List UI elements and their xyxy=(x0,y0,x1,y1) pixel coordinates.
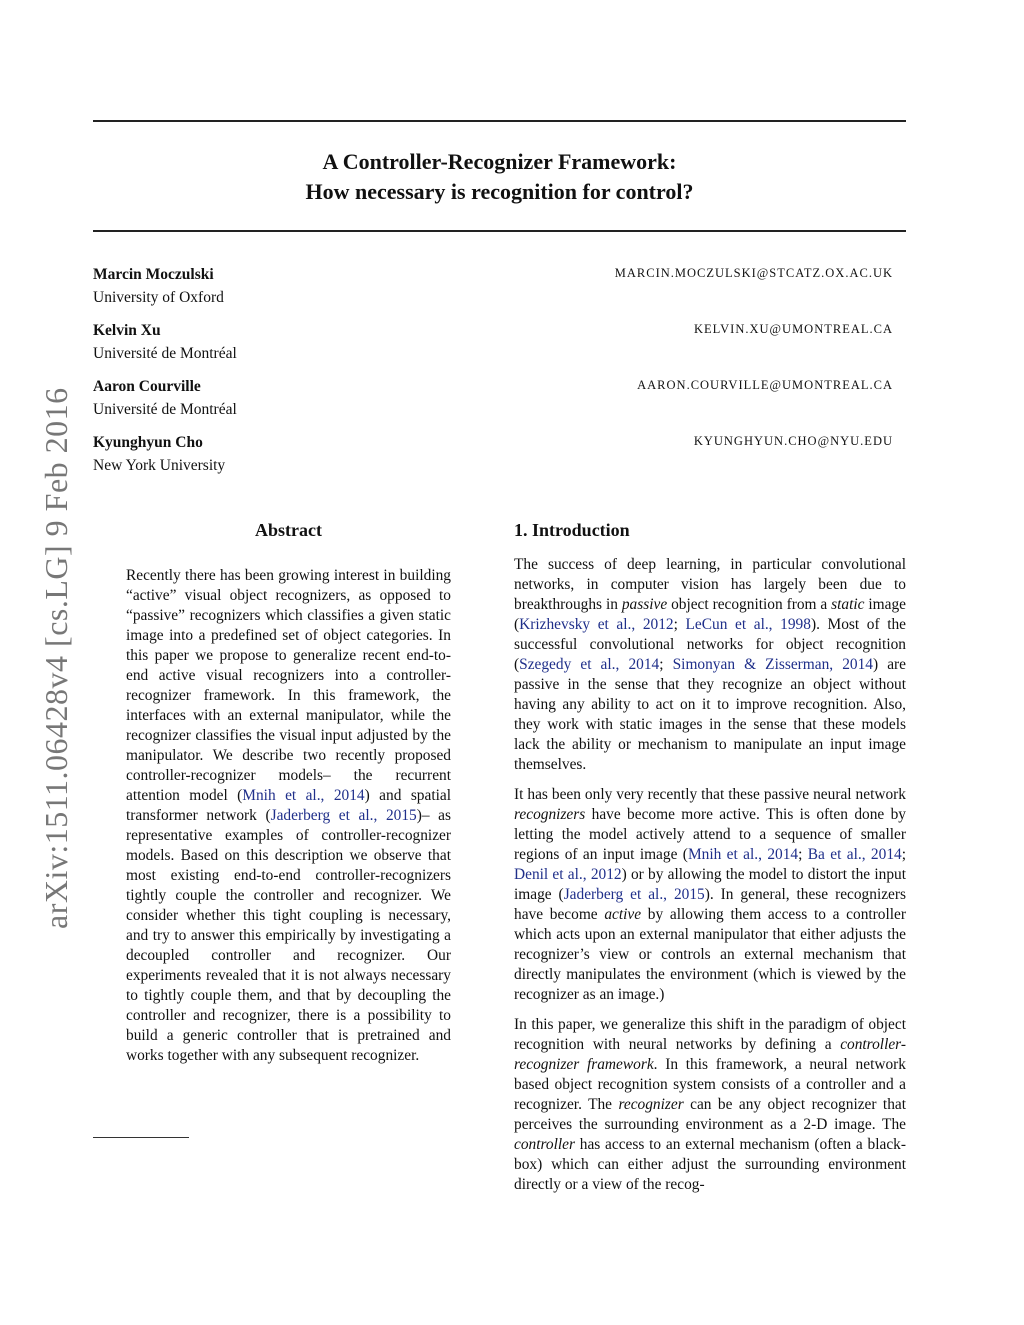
citation-link[interactable]: Ba et al., 2014 xyxy=(807,846,902,863)
title-rule-top xyxy=(93,120,906,122)
author-name: Marcin Moczulski xyxy=(93,266,214,283)
intro-paragraph-1 xyxy=(514,555,906,775)
intro-text: image ( xyxy=(514,596,907,633)
intro-text: have become more active. This is often done by letting the model actively attend to a sequence of smaller regions of an input image ( xyxy=(514,806,906,863)
author-email: KELVIN.XU@UMONTREAL.CA xyxy=(693,322,893,336)
author-affiliation: Université de Montréal xyxy=(93,345,237,362)
author-block xyxy=(93,432,893,478)
paper-title xyxy=(93,147,906,207)
intro-text: It has been only very recently that these passive neural network xyxy=(514,786,906,803)
intro-text: by allowing them access to a controller which acts upon an external manipulator that either adjusts the recognizer’s view or controls an external mechanism that directly manipulates the environment (which is viewed by the recognizer as an image.) xyxy=(514,906,906,1003)
title-rule-bottom xyxy=(93,230,906,232)
abstract-text: )– as representative examples of controller-recognizer models. Based on this description we observe that most existing end-to-end controller-recognizers tightly couple the controller and recognizer. We consider whether this tight coupling is necessary, and try to answer this empirically by investigating a decoupled controller and recognizer. Our experiments revealed that it is not always necessary to tightly couple them, and that by decoupling the controller and recognizer, there is a possibility to build a generic controller that is pretrained and works together with any subsequent recognizer. xyxy=(126,807,452,1064)
intro-text: ) or by allowing the model to distort the input image ( xyxy=(514,866,906,903)
abstract-text: Recently there has been growing interest in building “active” visual object recognizers, as opposed to “passive” recognizers which classifies a given static image into a predefined set of object categories. In this paper we propose to generalize recent end-to-end active visual recognizers into a controller-recognizer framework. In this framework, the interfaces with an external manipulator, while the recognizer classifies the visual input adjusted by the manipulator. We describe two recently proposed controller-recognizer models– the recurrent attention model ( xyxy=(126,567,451,804)
intro-text: ; xyxy=(798,846,808,863)
introduction-body xyxy=(514,555,906,1205)
footnote-rule xyxy=(93,1137,189,1138)
intro-text: ). Most of the successful convolutional networks for object recognition ( xyxy=(514,616,907,673)
citation-link[interactable]: LeCun et al., 1998 xyxy=(685,616,811,633)
intro-text: ) are passive in the sense that they recognize an object without having any ability to act on it to improve recognition. Also, they work with static images in the sense that these models lack the ability or mechanism to manipulate an input image themselves. xyxy=(514,656,906,773)
author-email: MARCIN.MOCZULSKI@STCATZ.OX.AC.UK xyxy=(614,266,893,280)
intro-text: can be any object recognizer that perceives the surrounding environment as a 2-D image. The xyxy=(514,1096,907,1133)
title-line-1: A Controller-Recognizer Framework: xyxy=(322,149,677,174)
citation-link[interactable]: Simonyan & Zisserman, 2014 xyxy=(672,656,873,673)
abstract-heading: Abstract xyxy=(255,520,322,540)
author-affiliation: University of Oxford xyxy=(93,289,224,306)
abstract-body xyxy=(126,566,451,1076)
intro-text: In this paper, we generalize this shift in the paradigm of object recognition with neural networks by defining a xyxy=(514,1016,906,1053)
author-name: Kelvin Xu xyxy=(93,322,161,339)
intro-emphasis: passive xyxy=(621,596,668,613)
author-affiliation: Université de Montréal xyxy=(93,401,237,418)
intro-text: ; xyxy=(659,656,673,673)
author-email: KYUNGHYUN.CHO@NYU.EDU xyxy=(693,434,893,448)
intro-text: ). In general, these recognizers have become xyxy=(514,886,906,923)
author-block xyxy=(93,376,893,422)
intro-text: ; xyxy=(673,616,686,633)
intro-emphasis: static xyxy=(831,596,865,613)
author-name: Kyunghyun Cho xyxy=(93,434,203,451)
citation-link[interactable]: Denil et al., 2012 xyxy=(514,866,622,883)
intro-text: ; xyxy=(901,846,906,863)
author-affiliation: New York University xyxy=(93,457,226,474)
intro-emphasis: active xyxy=(604,906,642,923)
intro-paragraph-2 xyxy=(514,785,906,1005)
intro-text: . In this framework, a neural network based object recognition system consists of a controller and a recognizer. The xyxy=(514,1056,906,1113)
citation-link[interactable]: Mnih et al., 2014 xyxy=(687,846,799,863)
author-email: AARON.COURVILLE@UMONTREAL.CA xyxy=(637,378,893,392)
abstract-paragraph xyxy=(126,566,451,1066)
intro-emphasis: recognizer xyxy=(618,1096,684,1113)
arxiv-stamp: arXiv:1511.06428v4 [cs.LG] 9 Feb 2016 xyxy=(38,387,74,929)
citation-link[interactable]: Mnih et al., 2014 xyxy=(242,787,365,804)
intro-text: has access to an external mechanism (often a black-box) which can either adjust the surrounding environment directly or a view of the recog- xyxy=(514,1136,906,1193)
citation-link[interactable]: Krizhevsky et al., 2012 xyxy=(519,616,674,633)
intro-emphasis: controller xyxy=(514,1136,575,1153)
abstract-text: ) and spatial transformer network ( xyxy=(126,787,451,824)
intro-emphasis: recognizers xyxy=(514,806,586,823)
citation-link[interactable]: Jaderberg et al., 2015 xyxy=(563,886,705,903)
author-name: Aaron Courville xyxy=(93,378,201,395)
intro-text: object recognition from a xyxy=(667,596,832,613)
intro-text: The success of deep learning, in particular convolutional networks, in computer vision has largely been due to breakthroughs in xyxy=(514,556,906,613)
author-block xyxy=(93,264,893,310)
intro-emphasis: controller-recognizer framework xyxy=(514,1036,906,1073)
author-block xyxy=(93,320,893,366)
title-line-2: How necessary is recognition for control? xyxy=(305,179,694,204)
introduction-heading: 1. Introduction xyxy=(514,520,630,540)
intro-paragraph-3 xyxy=(514,1015,906,1195)
citation-link[interactable]: Szegedy et al., 2014 xyxy=(519,656,660,673)
citation-link[interactable]: Jaderberg et al., 2015 xyxy=(270,807,417,824)
